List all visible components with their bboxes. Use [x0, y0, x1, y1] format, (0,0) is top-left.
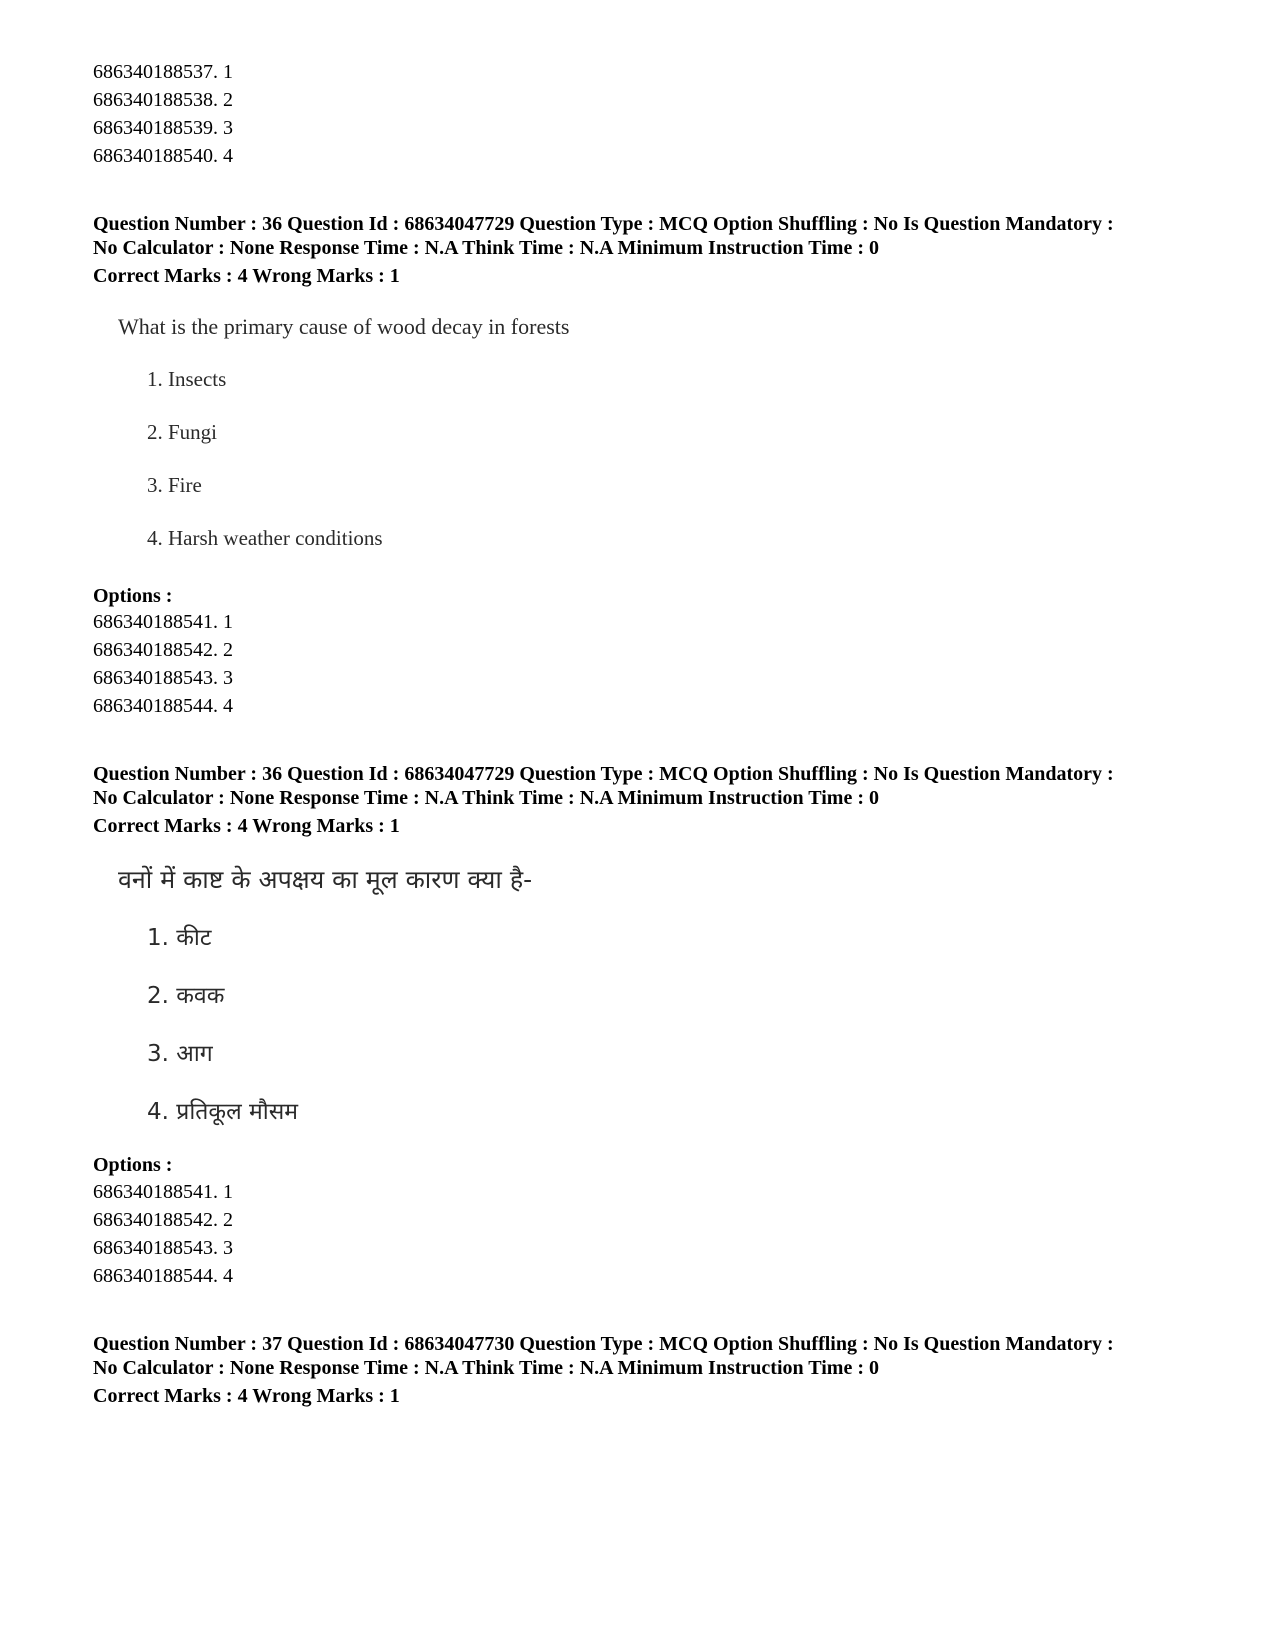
options-label: Options :: [93, 585, 173, 607]
option-line: 686340188544. 4: [93, 695, 233, 717]
options-label: Options :: [93, 1154, 173, 1176]
question-meta-line2: No Calculator : None Response Time : N.A Think Time : N.A Minimum Instruction Time : 0: [93, 787, 879, 809]
question-meta-line2: No Calculator : None Response Time : N.A Think Time : N.A Minimum Instruction Time : 0: [93, 1357, 879, 1379]
question-marks: Correct Marks : 4 Wrong Marks : 1: [93, 1385, 400, 1407]
choice-text: 2. कवक: [147, 983, 225, 1009]
option-line: 686340188544. 4: [93, 1265, 233, 1287]
option-line: 686340188541. 1: [93, 611, 233, 633]
question-meta-line1: Question Number : 36 Question Id : 68634047729 Question Type : MCQ Option Shuffling : No Is Question Mandatory :: [93, 763, 1114, 785]
question-text: वनों में काष्ट के अपक्षय का मूल कारण क्या है-: [118, 865, 533, 894]
choice-text: 2. Fungi: [147, 420, 218, 444]
question-text: What is the primary cause of wood decay in forests: [118, 314, 570, 339]
question-meta-line1: Question Number : 37 Question Id : 68634047730 Question Type : MCQ Option Shuffling : No Is Question Mandatory :: [93, 1333, 1114, 1355]
option-line: 686340188543. 3: [93, 1237, 233, 1259]
choice-text: 4. Harsh weather conditions: [147, 526, 383, 550]
choice-text: 3. आग: [147, 1041, 213, 1067]
question-meta-line1: Question Number : 36 Question Id : 68634047729 Question Type : MCQ Option Shuffling : No Is Question Mandatory :: [93, 213, 1114, 235]
option-line: 686340188543. 3: [93, 667, 233, 689]
option-line: 686340188538. 2: [93, 89, 233, 111]
choice-text: 1. Insects: [147, 367, 227, 391]
option-line: 686340188542. 2: [93, 1209, 233, 1231]
choice-text: 4. प्रतिकूल मौसम: [147, 1099, 298, 1125]
question-meta-line2: No Calculator : None Response Time : N.A Think Time : N.A Minimum Instruction Time : 0: [93, 237, 879, 259]
option-line: 686340188540. 4: [93, 145, 233, 167]
option-line: 686340188539. 3: [93, 117, 233, 139]
choice-text: 1. कीट: [147, 925, 212, 951]
option-line: 686340188537. 1: [93, 61, 233, 83]
option-line: 686340188541. 1: [93, 1181, 233, 1203]
option-line: 686340188542. 2: [93, 639, 233, 661]
choice-text: 3. Fire: [147, 473, 202, 497]
question-marks: Correct Marks : 4 Wrong Marks : 1: [93, 265, 400, 287]
question-marks: Correct Marks : 4 Wrong Marks : 1: [93, 815, 400, 837]
